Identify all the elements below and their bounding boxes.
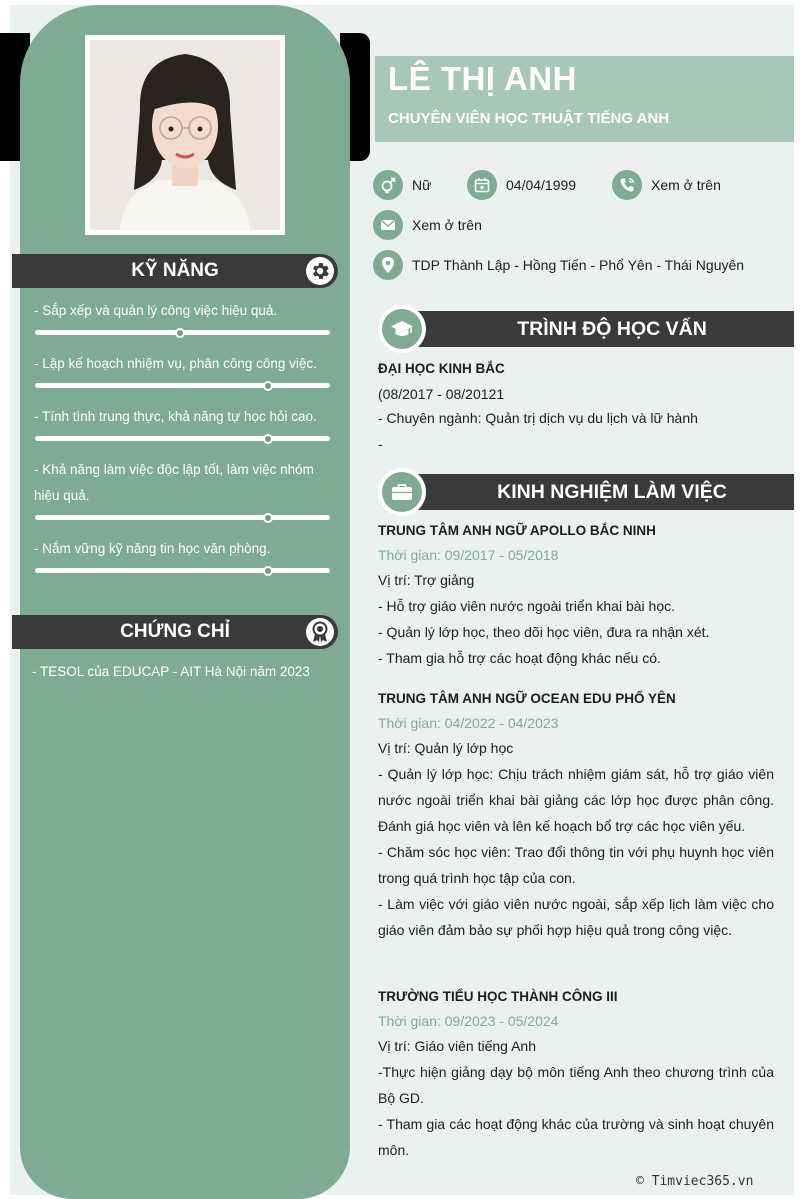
job-position: Vị trí: Quản lý lớp học [378,740,514,756]
education-extra: - [378,436,383,452]
job-duty: - Hỗ trợ giáo viên nước ngoài triển khai bài học. [378,598,675,614]
contact-email [373,210,482,240]
contact-phone [612,170,721,200]
address-value: TDP Thành Lập - Hồng Tiến - Phổ Yên - Thái Nguyên [412,257,745,273]
gender-icon [373,170,403,200]
job-time: Thời gian: 09/2023 - 05/2024 [378,1013,559,1029]
skill-bar [35,515,330,520]
education-period: (08/2017 - 08/20121 [378,386,505,402]
contact-birthday [467,170,576,200]
job-company: TRUNG TÂM ANH NGỮ OCEAN EDU PHỔ YÊN [378,691,676,706]
skill-item: - Nắm vững kỹ năng tin học văn phòng. [34,541,271,556]
skill-level-marker [263,434,273,444]
education-heading-icon-badge [378,305,426,353]
contact-address [373,250,744,280]
job-position: Vị trí: Giáo viên tiếng Anh [378,1038,536,1054]
job-company: TRUNG TÂM ANH NGỮ APOLLO BẮC NINH [378,523,656,538]
job-duty: - Quản lý lớp học: Chịu trách nhiệm giám sát, hỗ trợ giáo viên nước ngoài triển khai bài giảng các lớp học được phân công. Đánh giá học viên và lên kế hoạch bổ trợ các học viên yếu. [378,766,774,834]
graduation-cap-icon [382,309,422,349]
birthday-value: 04/04/1999 [506,177,577,193]
job-time: Thời gian: 04/2022 - 04/2023 [378,715,559,731]
education-major: - Chuyên ngành: Quản trị dịch vụ du lịch và lữ hành [378,410,698,426]
gender-value: Nữ [412,177,432,193]
job-duty: - Làm việc với giáo viên nước ngoài, sắp xếp lịch làm việc cho giáo viên đảm bảo sự phối hợp hiệu quả trong công việc. [378,896,774,938]
education-heading-text: TRÌNH ĐỘ HỌC VẤN [400,311,794,347]
job-duty: -Thực hiện giảng dạy bộ môn tiếng Anh theo chương trình của Bộ GD. [378,1064,774,1106]
certificate-item: - TESOL của EDUCAP - AIT Hà Nội năm 2023 [32,664,310,679]
email-icon [373,210,403,240]
certificates-heading [12,615,338,649]
education-school: ĐẠI HỌC KINH BẮC [378,361,505,376]
job-position: Vị trí: Trợ giảng [378,572,475,588]
certificates-heading-text: CHỨNG CHỈ [120,621,230,642]
profile-photo-image [90,40,280,230]
footer-watermark: © Timviec365.vn [636,1174,754,1189]
candidate-name: LÊ THỊ ANH [388,60,577,97]
experience-heading-icon-badge [378,468,426,516]
skill-level-marker [263,513,273,523]
email-value: Xem ở trên [412,217,482,233]
job-duty: - Chăm sóc học viên: Trao đổi thông tin với phụ huynh học viên trong quá trình học tập của con. [378,844,774,886]
skill-item: - Khả năng làm việc độc lập tốt, làm việc nhóm hiệu quả. [34,462,314,503]
skill-level-marker [263,566,273,576]
skill-bar [35,383,330,388]
gear-icon [306,257,334,285]
location-icon [373,250,403,280]
skill-bar [35,436,330,441]
job-company: TRƯỜNG TIỂU HỌC THÀNH CÔNG III [378,989,618,1004]
briefcase-icon [382,472,422,512]
skill-item: - Lập kế hoạch nhiệm vụ, phân công công việc. [34,356,317,371]
skill-item: - Tính tình trung thực, khả năng tự học hỏi cao. [34,409,317,424]
skills-heading [12,254,338,288]
phone-value: Xem ở trên [651,177,721,193]
profile-photo [85,35,285,235]
calendar-icon [467,170,497,200]
job-time: Thời gian: 09/2017 - 05/2018 [378,547,559,563]
education-heading [378,311,794,347]
job-duty: - Quản lý lớp học, theo dõi học viên, đưa ra nhận xét. [378,624,710,640]
skill-bar [35,330,330,335]
contact-gender [373,170,431,200]
portrait-illustration [90,40,280,230]
phone-icon [612,170,642,200]
skill-level-marker [263,381,273,391]
experience-heading-text: KINH NGHIỆM LÀM VIỆC [400,474,794,510]
experience-heading [378,474,794,510]
job-title: CHUYÊN VIÊN HỌC THUẬT TIẾNG ANH [388,110,670,127]
skills-heading-text: KỸ NĂNG [131,260,219,281]
skill-item: - Sắp xếp và quản lý công việc hiệu quả. [34,303,278,318]
skill-bar [35,568,330,573]
skill-level-marker [175,328,185,338]
job-duty: - Tham gia các hoạt động khác của trường và sinh hoạt chuyên môn. [378,1116,774,1158]
job-duty: - Tham gia hỗ trợ các hoạt động khác nếu có. [378,650,661,666]
award-icon [306,618,334,646]
